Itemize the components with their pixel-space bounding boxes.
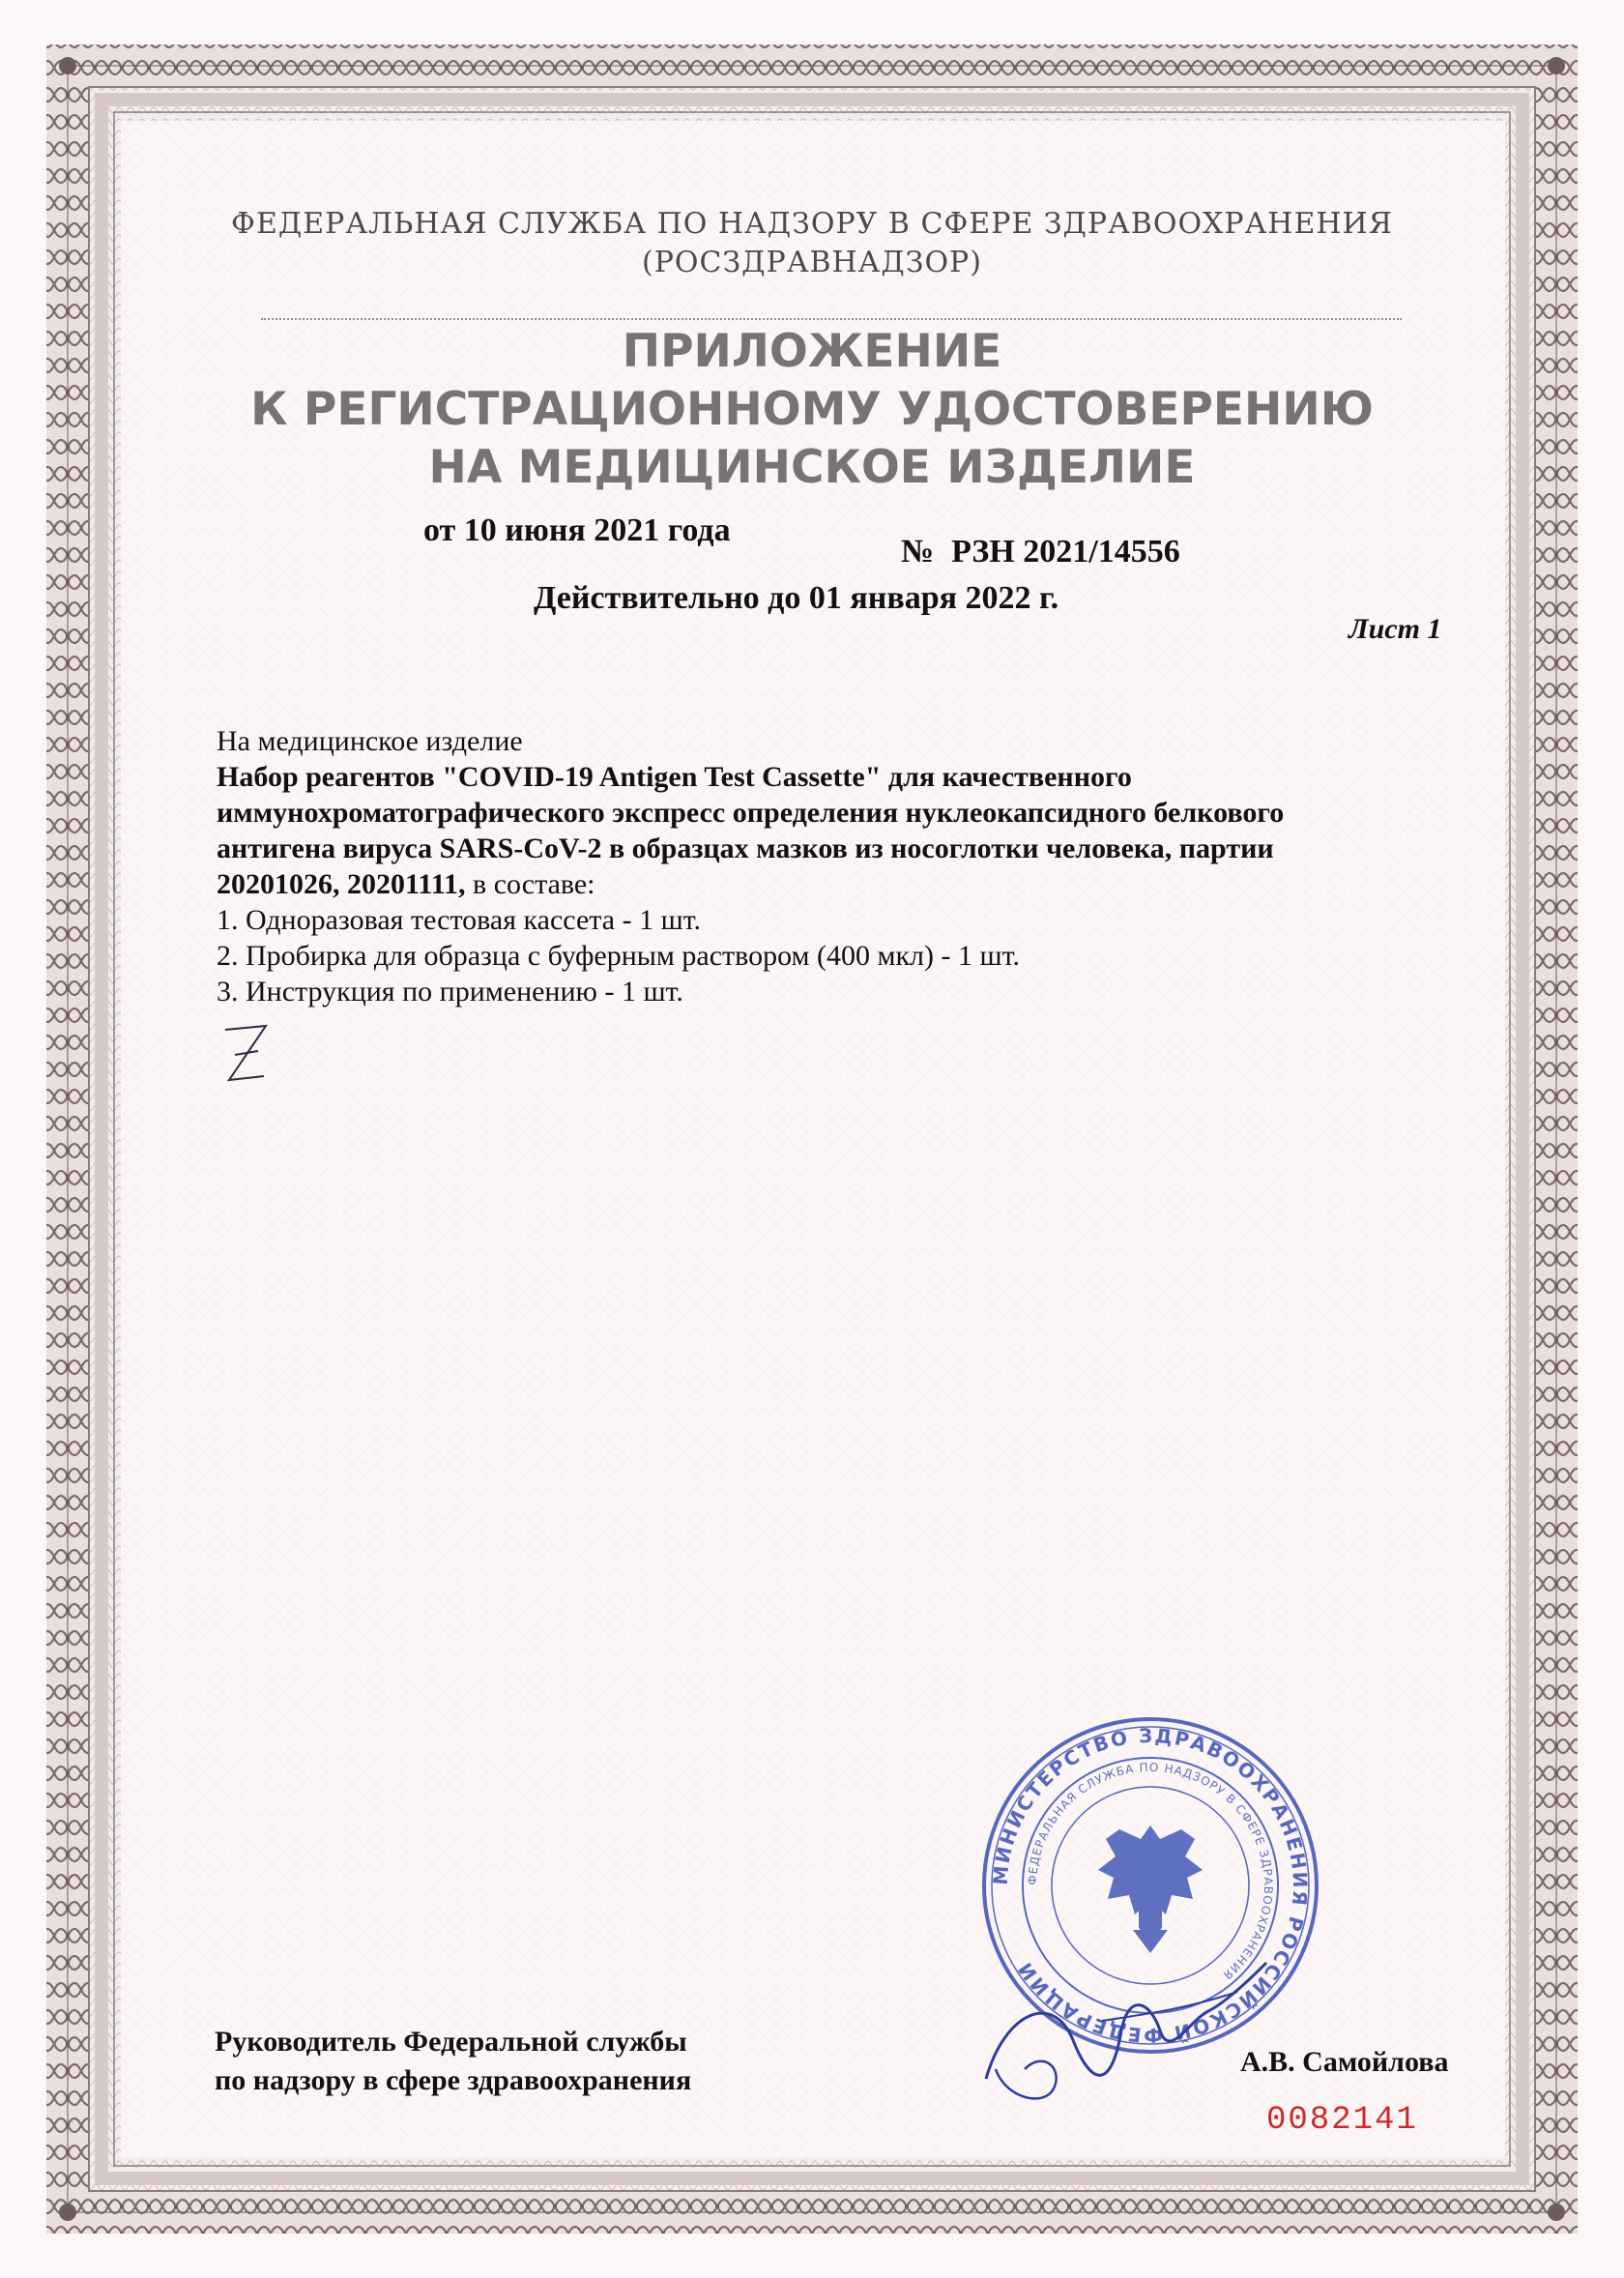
batch-numbers: 20201026, 20201111,	[217, 868, 466, 900]
product-line: иммунохроматографического экспресс определения нуклеокапсидного белкового	[217, 797, 1285, 829]
agency-abbrev: (РОСЗДРАВНАДЗОР)	[642, 246, 982, 279]
form-serial-number: 0082141	[1266, 2102, 1418, 2139]
handwritten-initial-mark	[208, 1020, 285, 1097]
registration-number	[901, 534, 1180, 570]
title-line-2: К РЕГИСТРАЦИОННОМУ УДОСТОВЕРЕНИЮ	[250, 383, 1374, 436]
position-line-1: Руководитель Федеральной службы	[215, 2026, 687, 2058]
intro-line: На медицинское изделие	[217, 725, 523, 757]
title-line-3: НА МЕДИЦИНСКОЕ ИЗДЕЛИЕ	[428, 441, 1196, 494]
position-line-2: по надзору в сфере здравоохранения	[215, 2064, 692, 2096]
product-line-batches	[217, 866, 1473, 902]
list-item: 1. Одноразовая тестовая кассета - 1 шт.	[217, 904, 702, 936]
stamp-ring-text: МИНИСТЕРСТВО ЗДРАВООХРАНЕНИЯ РОССИЙСКОЙ ФЕДЕРАЦИИ	[988, 1723, 1313, 2048]
agency-header	[116, 205, 1508, 282]
header-divider	[261, 318, 1402, 320]
stamp-inner-text: ФЕДЕРАЛЬНАЯ СЛУЖБА ПО НАДЗОРУ В СФЕРЕ ЗДРАВООХРАНЕНИЯ	[1025, 1760, 1276, 1983]
valid-until: Действительно до 01 января 2022 г.	[534, 580, 1059, 616]
composition-label: в составе:	[465, 868, 595, 900]
number-value: РЗН 2021/14556	[951, 534, 1180, 570]
double-headed-eagle-icon	[1098, 1825, 1203, 1953]
product-line: Набор реагентов "COVID-19 Antigen Test Cassette" для качественного	[217, 761, 1132, 793]
signer-position	[215, 2023, 691, 2100]
handwritten-signature	[967, 1953, 1276, 2108]
list-item: 3. Инструкция по применению - 1 шт.	[217, 976, 683, 1008]
list-item: 2. Пробирка для образца с буферным раствором (400 мкл) - 1 шт.	[217, 940, 1020, 972]
number-sign: №	[901, 534, 935, 570]
signer-name: А.В. Самойлова	[1240, 2046, 1449, 2078]
document-title	[116, 323, 1508, 497]
title-line-1: ПРИЛОЖЕНИЕ	[622, 325, 1002, 378]
sheet-number: Лист 1	[1348, 613, 1442, 645]
issue-date: от 10 июня 2021 года	[423, 512, 731, 548]
product-line: антигена вируса SARS-CoV-2 в образцах мазков из носоглотки человека, партии	[217, 832, 1274, 864]
body-text	[217, 723, 1473, 1009]
agency-name: ФЕДЕРАЛЬНАЯ СЛУЖБА ПО НАДЗОРУ В СФЕРЕ ЗДРАВООХРАНЕНИЯ	[231, 207, 1393, 241]
